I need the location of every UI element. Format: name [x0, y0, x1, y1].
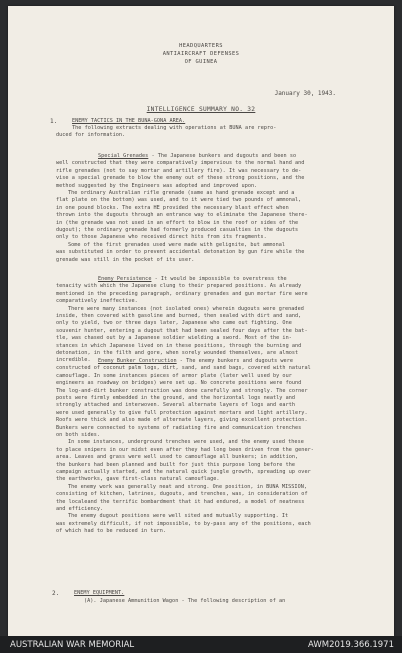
paragraph-line: The ordinary Australian rifle grenade (same as hand grenade except and a — [68, 190, 295, 196]
paragraph-line: engineers as roadway on bridges) were set up. No concrete positions were found — [56, 380, 302, 387]
paragraph-line: Enemy Bunker Construction - The enemy bunkers and dugouts were — [98, 358, 293, 364]
paragraph-line: There were many instances (not isolated ones) wherein dugouts were grenaded — [68, 305, 304, 312]
paragraph-line: strongly attached and interwoven. Several alternate layers of logs and earth — [56, 402, 296, 409]
paragraph-line: incredible. — [56, 357, 91, 364]
paragraph-line: the bunkers had been planned and built for just this purpose long before the — [56, 461, 296, 468]
footer-accession-number: AWM2019.366.1971 — [308, 640, 394, 650]
paragraph-line: thrown into the dugouts through an entrance way to eliminate the Japanese there- — [56, 212, 308, 219]
paragraph-line: stances in which Japanese lived on in these positions, through the burning and — [56, 342, 302, 349]
paragraph-line: tle, was chased out by a Japanese soldier wielding a sword. Most of the in- — [56, 335, 292, 342]
paragraph-line: In some instances, underground trenches were used, and the enemy used these — [68, 439, 304, 446]
paragraph-line: the earthworks, gave first-class natural camouflage. — [56, 476, 220, 483]
paragraph-line: and efficiency. — [56, 506, 104, 512]
paragraph-line: grenade was still in the pocket of its user. — [56, 256, 195, 263]
paragraph-line: method suggested by the Engineers was adopted and improved upon. — [56, 182, 258, 189]
header-line-2: ANTIAIRCRAFT DEFENSES — [162, 51, 240, 57]
paragraph-line: tenacity with which the Japanese clung to their prepared positions. As already — [56, 283, 302, 290]
paragraph-line: constructed of coconut palm logs, dirt, sand, and sand bags, covered with natural — [56, 365, 311, 372]
header-line-1: HEADQUARTERS — [179, 43, 223, 49]
paragraph-line: vise a special grenade to blow the enemy out of these strong positions, and the — [56, 175, 305, 182]
section-intro-line: The following extracts dealing with operations at BUNA are repro- — [72, 125, 277, 131]
paragraph-line: dugout); the ordinary grenade had formerly produced casualties in the dugouts — [56, 227, 299, 233]
paragraph-line: only to yield, two or three days later, Japanese who came out fighting. One — [56, 320, 292, 327]
paragraph-line: in one pound blocks. The extra HE provided the necessary blast effect when — [56, 204, 289, 211]
paragraph-line: detonation, in the filth and gore, when sorely wounded themselves, are almost — [56, 350, 299, 356]
paragraph-line: Roofs were thick and also made of alternate layers, giving excellent protection. — [56, 417, 308, 424]
paragraph-line: was substituted in order to prevent accidental detonation by gun fire while the — [56, 249, 305, 256]
paragraph-line: comparatively ineffective. — [56, 298, 138, 305]
paragraph-line: area. Leaves and grass were well used to camouflage all bunkers; in addition, — [56, 454, 299, 461]
paragraph-line: The enemy work was generally neat and strong. One position, in BUNA MISSION, — [68, 483, 308, 490]
paragraph-line: The enemy dugout positions were well sited and mutually supporting. It — [68, 513, 289, 520]
paragraph-line: mentioned in the preceding paragraph, ordinary grenades and gun mortar fire were — [56, 290, 308, 297]
paragraph-line: flat plate on the bottom) was used, and to it were tied two pounds of ammonal, — [56, 197, 302, 204]
paragraph-line: Special Grenades - The Japanese bunkers and dugouts and been so — [98, 153, 297, 159]
paragraph-line: consisting of kitchen, latrines, dugouts, and trenches, was, in consideration of — [56, 491, 308, 498]
paragraph-line: Some of the first grenades used were made with gelignite, but ammonal — [68, 241, 285, 248]
section-2-number: 2. — [52, 590, 60, 597]
document-page — [8, 6, 394, 636]
paragraph-line: Bunkers were connected to systems of radiating fire and communication trenches — [56, 424, 302, 431]
paragraph-line: rifle grenades (not to say mortar and artillery fire). It was necessary to de- — [56, 167, 302, 174]
paragraph-line: well constructed that they were comparatively impervious to the normal hand and — [56, 160, 305, 167]
paragraph-line: on both sides. — [56, 432, 101, 438]
footer-bar — [0, 636, 402, 653]
paragraph-line: souvenir hunter, entering a dugout that had been sealed four days after the bat- — [56, 327, 308, 334]
paragraph-line: the localeand the terrific bombardment that it had endured, a model of neatness — [56, 498, 305, 505]
paragraph-line: to place snipers in our midst even after they had long been driven from the gener- — [56, 446, 314, 453]
paragraph-line: The log-and-dirt bunker construction was done carefully and strongly. The corner — [56, 387, 308, 394]
paragraph-line: of which had to be reduced in turn. — [56, 528, 167, 535]
section-intro-line: duced for information. — [56, 132, 126, 138]
paragraph-line: was extremely difficult, if not impossible, to by-pass any of the positions, each — [56, 520, 311, 527]
header-line-3: OF GUINEA — [184, 59, 218, 65]
section-heading: ENEMY TACTICS IN THE BUNA-GONA AREA. — [72, 118, 186, 124]
section-2-first-line: (A). Japanese Ammunition Wagon - The following description of an — [84, 598, 286, 604]
paragraph-line: were used generally to give full protection against mortars and light artillery. — [56, 409, 308, 416]
section-number: 1. — [50, 118, 58, 125]
document-title: INTELLIGENCE SUMMARY NO. 32 — [146, 106, 256, 113]
document-date: January 30, 1943. — [274, 90, 336, 97]
paragraph-line: camouflage. In some instances pieces of armor plate (later well used by our — [56, 372, 292, 379]
paragraph-line: inside, then covered with gasoline and burned, then sealed with dirt and sand, — [56, 313, 302, 319]
paragraph-line: posts were firmly embedded in the ground, and the horizontal logs neatly and — [56, 395, 296, 401]
paragraph-line: campaign actually started, and the natural quick jungle growth, spreading up over — [56, 469, 311, 475]
paragraph-line: only to those Japanese who received direct hits from its fragments. — [56, 234, 267, 241]
paragraph-line: in (the grenade was not used in an effort to blow in the roof or sides of the — [56, 219, 299, 226]
paragraph-line: Enemy Persistence - It would be impossible to overstress the — [98, 276, 287, 282]
footer-credit: AUSTRALIAN WAR MEMORIAL — [10, 640, 135, 650]
section-2-heading: ENEMY EQUIPMENT. — [74, 590, 125, 596]
